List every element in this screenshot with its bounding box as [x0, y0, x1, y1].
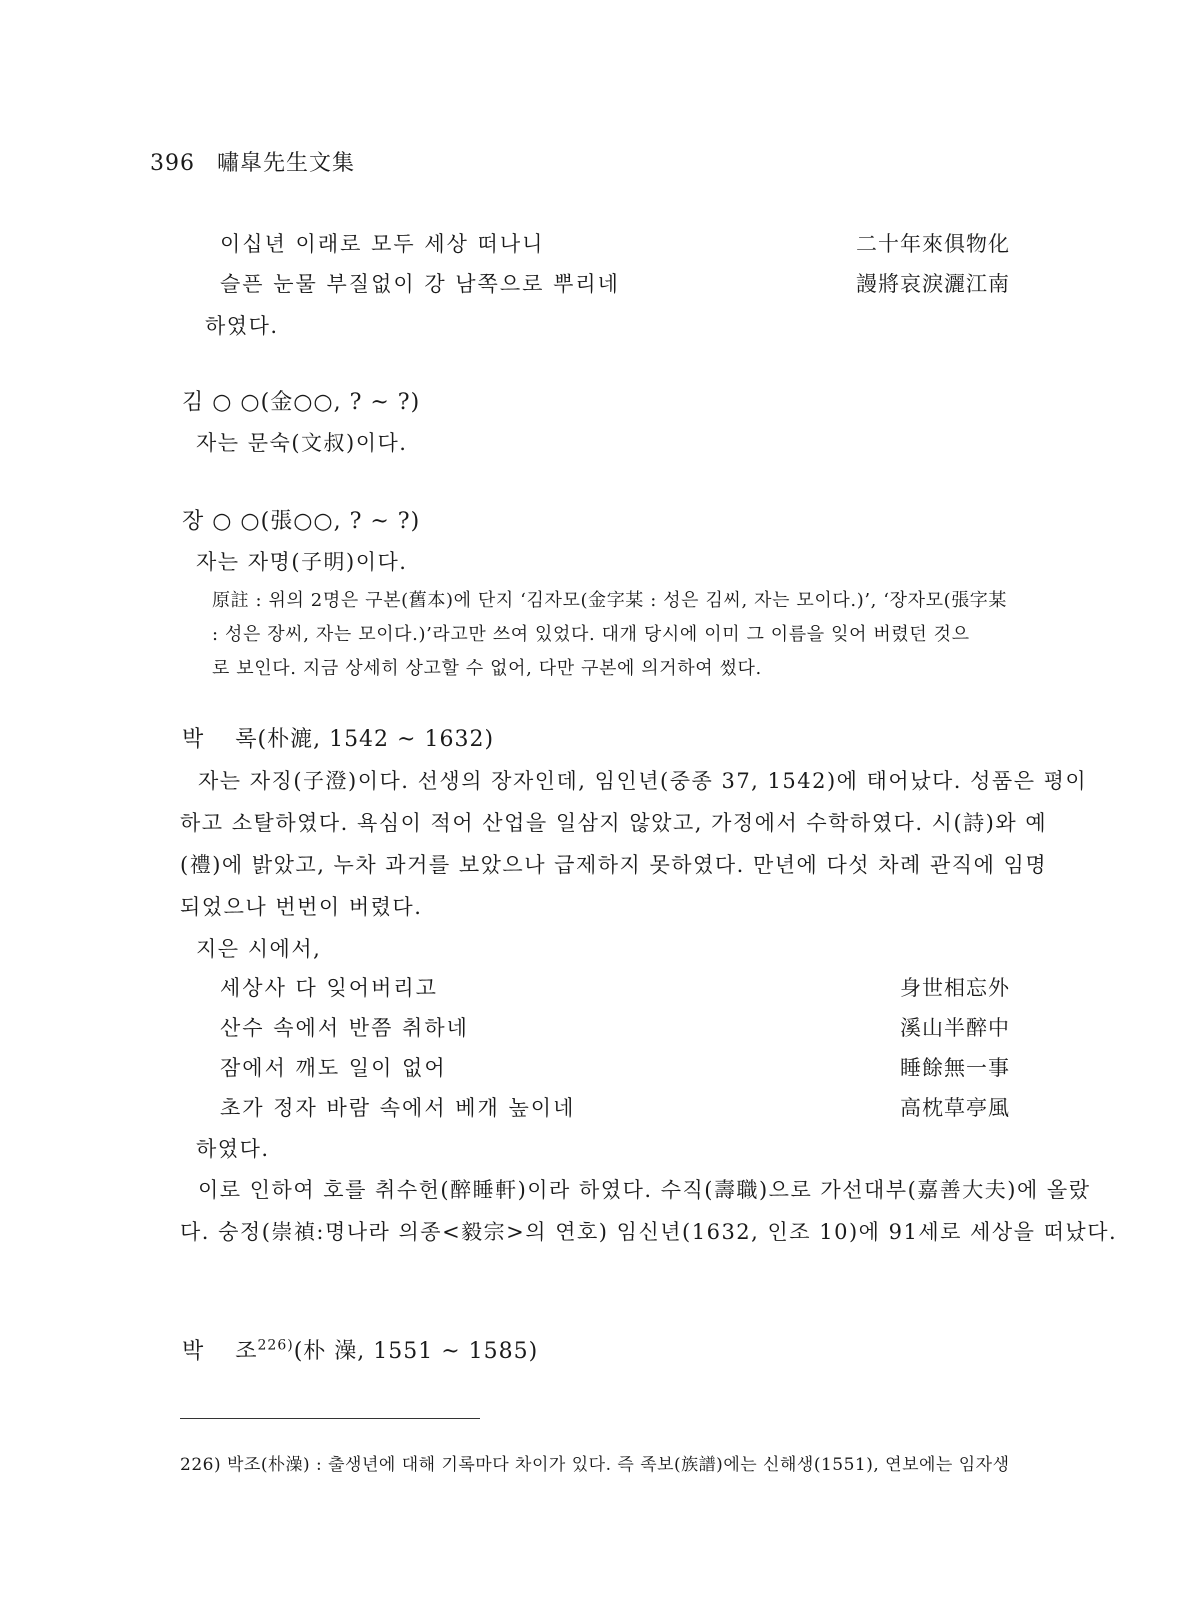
paragraph-line: (禮)에 밝았고, 누차 과거를 보았으나 급제하지 못하였다. 만년에 다섯 차례 관직에 임명 — [180, 853, 1048, 877]
paragraph-line: 자는 자징(子澄)이다. 선생의 장자인데, 임인년(중종 37, 1542)에 태어났다. 성품은 평이 — [198, 769, 1088, 793]
page-header — [150, 146, 355, 177]
poem-korean: 세상사 다 잊어버리고 — [220, 976, 438, 1000]
book-title: 嘯皐先生文集 — [217, 151, 356, 176]
poem-end: 하였다. — [196, 1137, 270, 1161]
poem-chinese: 二十年來俱物化 — [856, 232, 1010, 256]
original-note-line: : 성은 장씨, 자는 모이다.)’라고만 쓰여 있었다. 대개 당시에 이미 그 이름을 잊어 버렸던 것으 — [212, 624, 970, 645]
heading-name: 박 조 — [182, 1339, 258, 1364]
poem-korean: 이십년 이래로 모두 세상 떠나니 — [220, 232, 545, 256]
poem-chinese: 高枕草亭風 — [900, 1096, 1010, 1120]
heading-detail: (朴 澡, 1551 ~ 1585) — [293, 1339, 539, 1364]
original-note-line: 原註 : 위의 2명은 구본(舊本)에 단지 ‘김자모(金字某 : 성은 김씨, 자는 모이다.)’, ‘장자모(張字某 — [212, 590, 1007, 611]
paragraph-line: 이로 인하여 호를 취수헌(醉睡軒)이라 하였다. 수직(壽職)으로 가선대부(嘉善大夫)에 올랐 — [198, 1178, 1091, 1202]
original-note-line: 로 보인다. 지금 상세히 상고할 수 없어, 다만 구본에 의거하여 썼다. — [212, 658, 762, 679]
entry-heading-park-jo — [182, 1334, 538, 1365]
poem-line — [220, 1052, 1010, 1086]
entry-heading-park-rok: 박 록(朴漉, 1542 ~ 1632) — [182, 727, 495, 752]
footnote-ref[interactable]: 226) — [257, 1337, 294, 1354]
poem-intro: 지은 시에서, — [196, 937, 322, 961]
paragraph-line: 하고 소탈하였다. 욕심이 적어 산업을 일삼지 않았고, 가정에서 수학하였다. 시(詩)와 예 — [180, 811, 1048, 835]
poem-line — [220, 1012, 1010, 1046]
poem-chinese: 溪山半醉中 — [900, 1016, 1010, 1040]
entry-heading-kim: 김 ○ ○(金○○, ? ~ ?) — [182, 390, 421, 415]
paragraph-line: 되었으나 번번이 버렸다. — [180, 895, 423, 919]
footnote: 226) 박조(朴澡) : 출생년에 대해 기록마다 차이가 있다. 즉 족보(族譜)에는 신해생(1551), 연보에는 임자생 — [180, 1455, 1010, 1475]
entry-text-jang: 자는 자명(子明)이다. — [196, 550, 408, 574]
poem-line — [220, 228, 1010, 262]
footnote-divider — [180, 1418, 480, 1419]
poem-korean: 초가 정자 바람 속에서 베개 높이네 — [220, 1096, 576, 1120]
paragraph-line: 다. 숭정(崇禎:명나라 의종<毅宗>의 연호) 임신년(1632, 인조 10)에 91세로 세상을 떠났다. — [180, 1220, 1118, 1244]
poem-line — [220, 1092, 1010, 1126]
poem-line — [220, 972, 1010, 1006]
poem-line — [220, 268, 1010, 302]
poem-chinese: 睡餘無一事 — [900, 1056, 1010, 1080]
poem-end: 하였다. — [205, 314, 279, 338]
entry-heading-jang: 장 ○ ○(張○○, ? ~ ?) — [182, 509, 421, 534]
poem-korean: 잠에서 깨도 일이 없어 — [220, 1056, 447, 1080]
poem-chinese: 謾將哀淚灑江南 — [856, 272, 1010, 296]
page-number: 396 — [150, 151, 195, 176]
poem-chinese: 身世相忘外 — [900, 976, 1010, 1000]
poem-korean: 슬픈 눈물 부질없이 강 남쪽으로 뿌리네 — [220, 272, 620, 296]
poem-korean: 산수 속에서 반쯤 취하네 — [220, 1016, 469, 1040]
entry-text-kim: 자는 문숙(文叔)이다. — [196, 431, 408, 455]
